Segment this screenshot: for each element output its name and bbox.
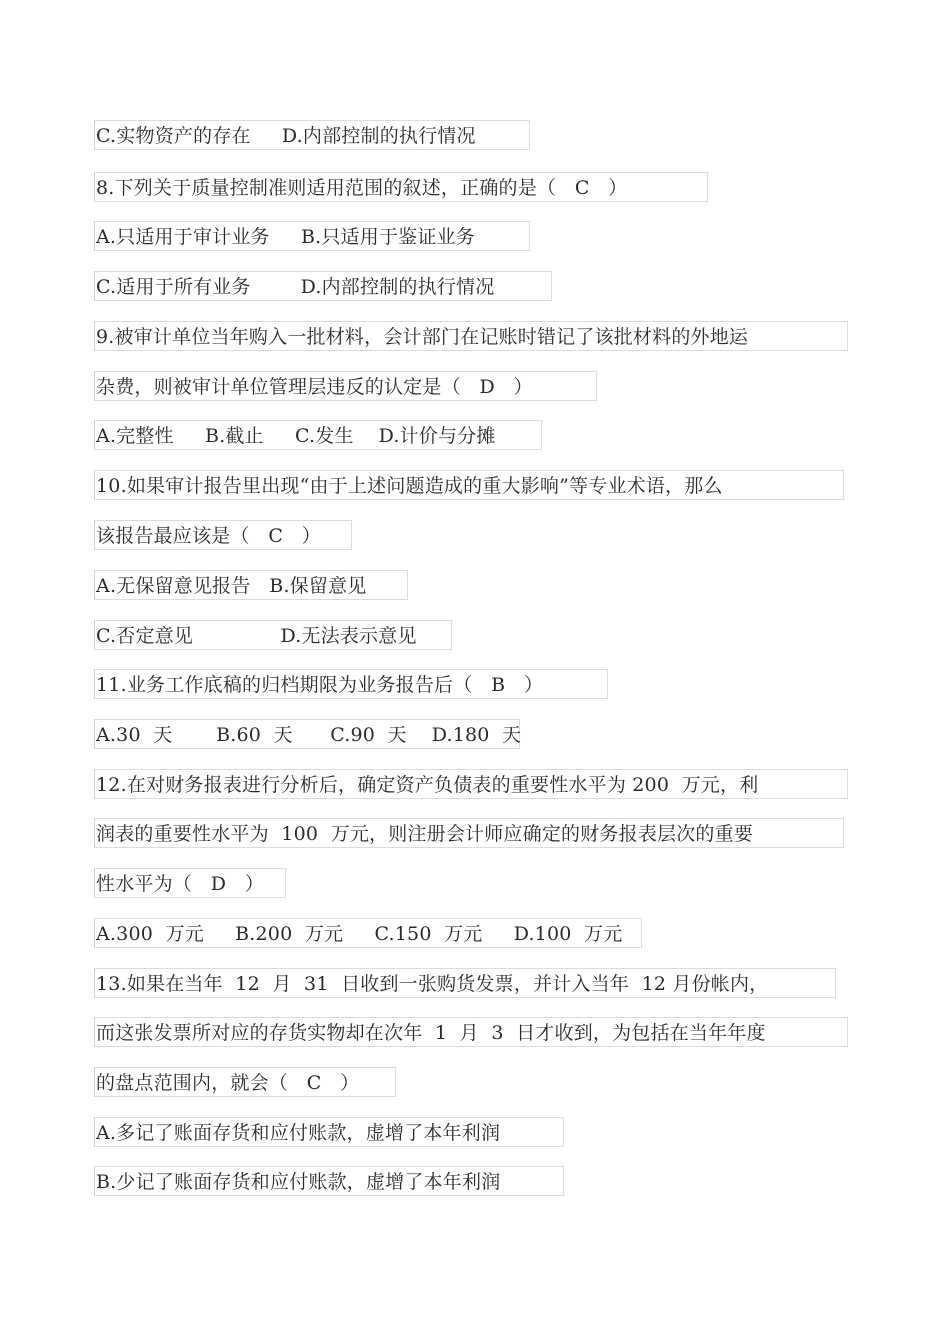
question-10: 10.如果审计报告里出现“由于上述问题造成的重大影响”等专业术语，那么	[94, 470, 844, 500]
question-13: 13.如果在当年 12 月 31 日收到一张购货发票，并计入当年 12 月份帐内，	[94, 968, 836, 998]
text-line: 杂费，则被审计单位管理层违反的认定是（ D ）	[94, 371, 597, 401]
text-line: 该报告最应该是（ C ）	[94, 520, 352, 550]
text-line: C.适用于所有业务 D.内部控制的执行情况	[94, 271, 552, 301]
text-line: C.否定意见 D.无法表示意见	[94, 620, 452, 650]
text-line: 的盘点范围内，就会（ C ）	[94, 1067, 396, 1097]
text-line: 而这张发票所对应的存货实物却在次年 1 月 3 日才收到，为包括在当年年度	[94, 1017, 848, 1047]
text-line: A.只适用于审计业务 B.只适用于鉴证业务	[94, 221, 530, 251]
question-12: 12.在对财务报表进行分析后，确定资产负债表的重要性水平为 200 万元，利	[94, 769, 848, 799]
text-line: A.多记了账面存货和应付账款，虚增了本年利润	[94, 1117, 564, 1147]
text-line: A.30 天 B.60 天 C.90 天 D.180 天	[94, 719, 520, 749]
text-line: C.实物资产的存在 D.内部控制的执行情况	[94, 120, 530, 150]
question-11: 11.业务工作底稿的归档期限为业务报告后（ B ）	[94, 669, 608, 699]
text-line: A.300 万元 B.200 万元 C.150 万元 D.100 万元	[94, 918, 642, 948]
text-line: 润表的重要性水平为 100 万元，则注册会计师应确定的财务报表层次的重要	[94, 818, 844, 848]
question-9: 9.被审计单位当年购入一批材料，会计部门在记账时错记了该批材料的外地运	[94, 321, 848, 351]
text-line: 性水平为（ D ）	[94, 868, 286, 898]
text-line: A.完整性 B.截止 C.发生 D.计价与分摊	[94, 420, 542, 450]
question-8: 8.下列关于质量控制准则适用范围的叙述，正确的是（ C ）	[94, 172, 708, 202]
text-line: A.无保留意见报告 B.保留意见	[94, 570, 408, 600]
text-line: B.少记了账面存货和应付账款，虚增了本年利润	[94, 1166, 564, 1196]
